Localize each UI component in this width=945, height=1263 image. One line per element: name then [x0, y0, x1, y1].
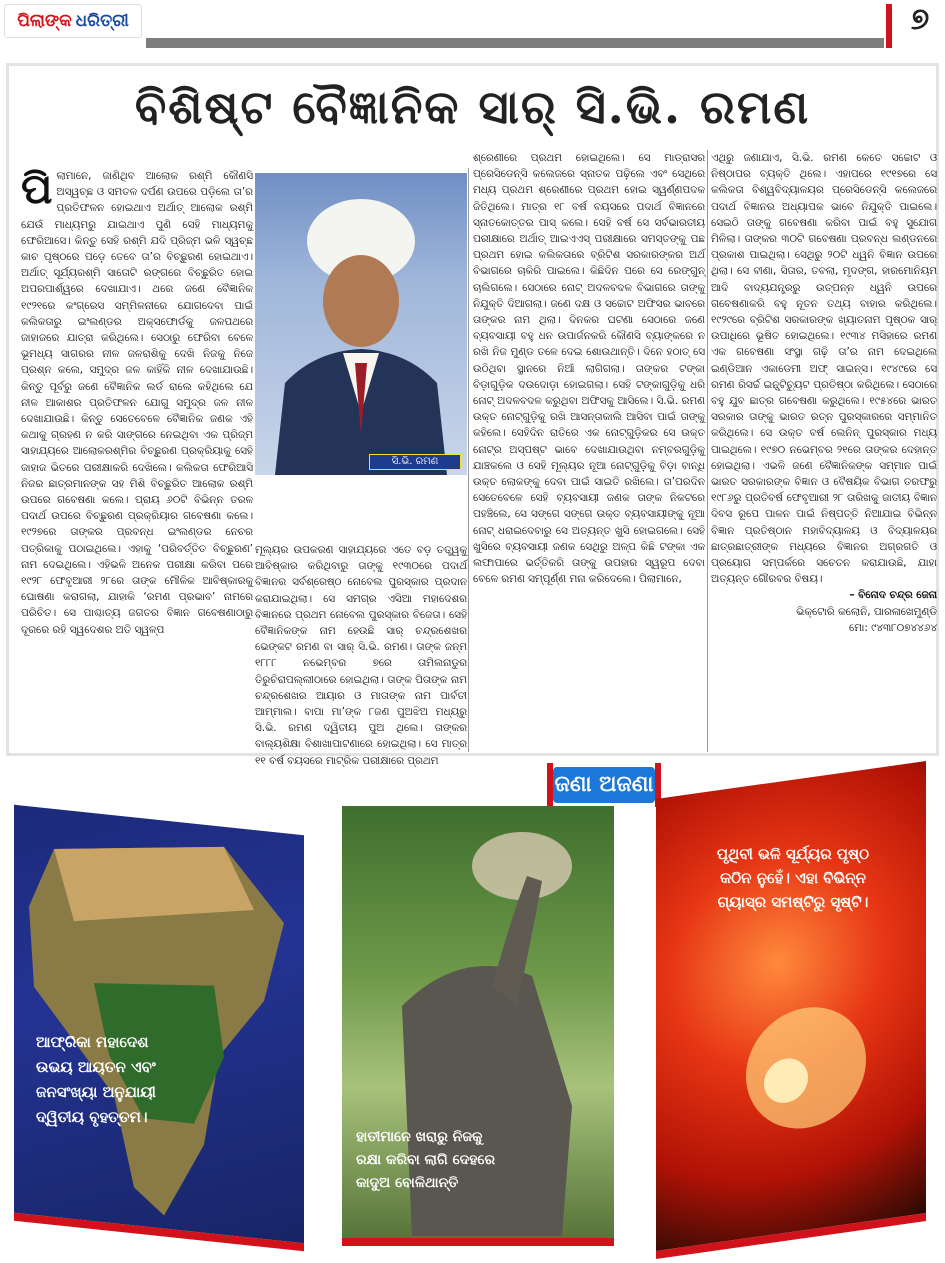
article-title: ବିଶିଷ୍ଟ ବୈଜ୍ଞାନିକ ସାର୍ ସି.ଭି. ରମଣ [134, 80, 811, 134]
column-1-text: ଲାମାନେ, ଜାଣିଥିବ ଆଲୋକ ରଶ୍ମି କୌଣସି ଅସ୍ୱଚ୍ଛ ଓ ସମତଳ ଦର୍ପଣ ଉପରେ ପଡ଼ିଲେ ତା’ର ପ୍ରତିଫଳନ ହୋଇଥାଏ ଅର୍ଥାତ୍ ଆଲୋକ ରଶ୍ମି ଯେଉଁ ମାଧ୍ୟମରୁ ଯାଇଥାଏ ପୁଣି ସେହି ମାଧ୍ୟମକୁ ଫେରିଆସେ। କିନ୍ତୁ ସେହି ରଶ୍ମି ଯଦି ପ୍ରିଜ୍ମ ଭଳି ସ୍ୱଚ୍ଛ କାଚ ପୃଷ୍ଠରେ ପଡ଼େ ତେବେ ତା’ର ବିଚ୍ଛୁରଣ ହୋଇଥାଏ। ଅର୍ଥାତ୍ ସୂର୍ଯ୍ୟରଶ୍ମି ସାତୋଟି ରଙ୍ଗରେ ବିଚ୍ଛୁରିତ ହୋଇ ଅପରପାର୍ଶ୍ୱରେ ଦେଖାଯାଏ। ଥରେ ଜଣେ ବୈଜ୍ଞାନିକ ୧୯୨୧ରେ କଂଗ୍ରେସ ସମ୍ମିଳନୀରେ ଯୋଗଦେବା ପାଇଁ କଲିକତାରୁ ଇଂଲଣ୍ଡର ଅକ୍ସଫୋର୍ଡକୁ ଜଳପଥରେ ଜାହାଜରେ ଯାତ୍ରା କରିଥିଲେ। ସେଠାରୁ ଫେରିବା ବେଳେ ଭୂମଧ୍ୟ ସାଗରର ନୀଳ ଜଳରାଶିକୁ ଦେଖି ନିଜକୁ ନିଜେ ପ୍ରଶ୍ନ କଲେ, ସମୁଦ୍ର ଜଳ କାହିଁକି ନୀଳ ଦେଖାଯାଉଛି। କିନ୍ତୁ ପୂର୍ବରୁ ଜଣେ ବୈଜ୍ଞାନିକ ଲର୍ଡ ରାଲେ କହିଥିଲେ ଯେ ନୀଳ ଆକାଶର ପ୍ରତିଫଳନ ଯୋଗୁ ସମୁଦ୍ର ଜଳ ନୀଳ ଦେଖାଯାଉଛି। କିନ୍ତୁ ସେତେବେଳେ ବୈଜ୍ଞାନିକ ଜଣକ ଏହି କଥାକୁ ଗ୍ରହଣ ନ କରି ସାଙ୍ଗରେ ନେଇଥିବା ଏକ ପ୍ରିଜ୍ମ ସାହାଯ୍ୟରେ ଆଲୋକରଶ୍ମିର ବିଚ୍ଛୁରଣ ପ୍ରକ୍ରିୟାକୁ ସେହି ଜାହାଜ ଭିତରେ ପରୀକ୍ଷାକରି ଦେଖିଲେ। କଲିକତା ଫେରିଆସି ନିଜର ଛାତ୍ରମାନଙ୍କ ସହ ମିଶି ବିଚ୍ଛୁରିତ ଆଲୋକ ରଶ୍ମି ଉପରେ ଗବେଷଣା କଲେ। ପ୍ରାୟ ୬୦ଟି ବିଭିନ୍ନ ତରଳ ପଦାର୍ଥ ଉପରେ ବିଚ୍ଛୁରଣ ପ୍ରକ୍ରିୟାର ଗବେଷଣା କଲେ। ୧୯୨୭ରେ ତାଙ୍କର ପ୍ରବନ୍ଧ ଇଂଲଣ୍ଡର ନେଚର ପତ୍ରିକାକୁ ପଠାଇଥିଲେ। ଏହାକୁ ‘ପରିବର୍ତ୍ତିତ ବିଚ୍ଛୁରଣ’ ନାମ ଦେଇଥିଲେ। ଏହିଭଳି ଅନେକ ପରୀକ୍ଷା କରିବା ପରେ ୧୯୨୮ ଫେବୃଆରୀ ୨୮ରେ ତାଙ୍କ ମୌଳିକ ଆବିଷ୍କାରକୁ ଘୋଷଣା କରାଗଲା, ଯାହାକି ‘ରମଣ ପ୍ରଭାବ’ ନାମରେ ପରିଚିତ। ସେ ପାଶ୍ଚାତ୍ୟ ଜଗତର ବିଜ୍ଞାନ ଗବେଷଣାଠାରୁ ଦୂରରେ ରହି ସ୍ୱଦେଶର ଅତି ସ୍ୱଳ୍ପ [21, 170, 253, 636]
article-column-1 [21, 164, 253, 752]
column-3-text: ଶ୍ରେଣୀରେ ପ୍ରଥମ ହୋଇଥିଲେ। ସେ ମାଡ୍ରାସର ପ୍ରେସିଡେନ୍ସି କଲେଜରେ ସ୍ନାତକ ପଢ଼ିଲେ ଏବଂ ସେଥିରେ ମଧ୍ୟ ପ୍ରଥମ ଶ୍ରେଣୀରେ ପ୍ରଥମ ହୋଇ ସ୍ୱର୍ଣ୍ଣପଦକ ଜିତିଥିଲେ। ମାତ୍ର ୧୮ ବର୍ଷ ବୟସରେ ପଦାର୍ଥ ବିଜ୍ଞାନରେ ସ୍ନାତକୋତ୍ତର ପାସ୍ କଲେ। ସେହି ବର୍ଷ ସେ ସର୍ବଭାରତୀୟ ପରୀକ୍ଷାରେ ଅର୍ଥାତ୍ ଆଇଏଏସ୍ ପରୀକ୍ଷାରେ ସମସ୍ତଙ୍କୁ ପଛ ପ୍ରଥମ ହୋଇ କଲିକତାରେ ବ୍ରିଟିଶ ସରକାରଙ୍କର ଅର୍ଥ ବିଭାଗରେ ଚାକିରି ପାଇଲେ। କିଛିଦିନ ପରେ ସେ ରେଙ୍ଗୁନ୍ ଚାଲିଗଲେ। ସେଠାରେ ନୋଟ୍ ଅଦଳବଦଳ ବିଭାଗରେ ତାଙ୍କୁ ନିଯୁକ୍ତି ଦିଆଗଲା। ଜଣେ ଦକ୍ଷ ଓ ସଚ୍ଚୋଟ ଅଫିସର ଭାବରେ ତାଙ୍କର ନାମ ଥିଲା। ଦିନକର ଘଟଣା ସେଠାରେ ଜଣେ ବ୍ୟବସାୟୀ ବହୁ ଧନ ଉପାର୍ଜନକରି କୌଣସି ବ୍ୟାଙ୍କରେ ନ ରଖି ନିଜ ମୁଣ୍ଡ ତଳେ ଦେଇ ଶୋଉଥାନ୍ତି। ଦିନେ ହଠାତ୍ ସେ ଉଠିଥିବା ସ୍ଥାନରେ ନିଆଁ ଲାଗିଗଲା। ତାଙ୍କର ଟଙ୍କା ବିଡ଼ାଗୁଡ଼ିକ ଦଉଦୋଡ଼ା ହୋଇଗଲା। ସେହି ଟଙ୍କାଗୁଡ଼ିକୁ ଧରି ନୋଟ୍ ଅଦଳବଦଳ କରୁଥିବା ଅଫିସକୁ ଆସିଲେ। ସି.ଭି. ରମଣ ଉକ୍ତ ନୋଟ୍ଗୁଡ଼ିକୁ ରଖି ଆସନ୍ତାକାଲି ଆସିବା ପାଇଁ ତାଙ୍କୁ କହିଲେ। ସେହିଦିନ ରାତିରେ ଏକ ନୋଟ୍ଗୁଡ଼ିକର ସେ ଉକ୍ତ ନୋଟ୍ର ଅସ୍ପଷ୍ଟ ଭାବେ ଦେଖାଯାଉଥିବା ନମ୍ବରଗୁଡ଼ିକୁ ଯାଞ୍ଚକଲେ ଓ ସେହି ମୂଲ୍ୟର ନୂଆ ନୋଟ୍ଗୁଡ଼ିକୁ ବିଡ଼ା ବାନ୍ଧି ଉକ୍ତ ଲୋକଙ୍କୁ ଦେବା ପାଇଁ ସାଇତି ରଖିଲେ। ତା’ପରଦିନ ସେତେବେଳେ ସେହି ବ୍ୟବସାୟୀ ଜଣକ ତାଙ୍କ ନିକଟରେ ପହଞ୍ଚିଲେ, ସେ ସଙ୍ଗେ ସଙ୍ଗେ ଉକ୍ତ ବ୍ୟବସାୟୀଙ୍କୁ ନୂଆ ନୋଟ୍ ଧରାଇଦେବାରୁ ସେ ଅତ୍ୟନ୍ତ ଖୁସି ହୋଇଗଲେ। ସେହି ଖୁସିରେ ବ୍ୟବସାୟୀ ଜଣକ ସେଥିରୁ ଅଳ୍ପ କିଛି ଟଙ୍କା ଏକ ଲଫାପାରେ ଭର୍ତ୍ତିକରି ତାଙ୍କୁ ଉପହାର ସ୍ୱରୂପ ଦେବା ବେଳେ ରମଣ ସମ୍ପୂର୍ଣ୍ଣ ମନା କରିଦେଲେ। ପିଲାମାନେ, [473, 152, 705, 586]
elephant-caption: ହାତୀମାନେ ଖରାରୁ ନିଜକୁ ରକ୍ଷା କରିବା ଲାଗି ଦେହରେ କାଦୁଅ ବୋଳିଥାନ୍ତି [356, 1129, 496, 1191]
page-number: ୭ [910, 2, 930, 37]
logo-text-b: ଧରିତ୍ରୀ [75, 11, 129, 31]
article-column-3 [473, 150, 705, 752]
sun-illustration [656, 761, 926, 1259]
author-address: ଭିକ୍ଟୋରି କଲୋନି, ପାରଳାଖେମୁଣ୍ଡି [796, 605, 937, 618]
raman-portrait [255, 173, 467, 475]
africa-caption: ଆଫ୍ରିକା ମହାଦେଶ ଉଭୟ ଆୟତନ ଏବଂ ଜନସଂଖ୍ୟା ଅନୁଯାୟୀ ଦ୍ୱିତୀୟ ବୃହତ୍ତମ। [36, 1033, 156, 1126]
column-divider [468, 168, 469, 752]
sun-caption: ପୃଥିବୀ ଭଳି ସୂର୍ଯ୍ୟର ପୃଷ୍ଠ କଠିନ ନୁହେଁ। ଏହା ବିଭିନ୍ନ ଗ୍ୟାସ୍‌ର ସମଷ୍ଟିରୁ ସୃଷ୍ଟି। [716, 845, 870, 911]
drop-cap: ପି [21, 164, 53, 213]
page-marker [886, 4, 892, 48]
portrait-illustration [255, 173, 467, 475]
header-bar [146, 38, 884, 48]
face-shape [323, 255, 399, 347]
masthead [0, 0, 945, 52]
author-name: – ବିନୋଦ ଚନ୍ଦ୍ର ଜେନା [849, 589, 937, 602]
feature-tab: ଜଣା ଅଜଣା [553, 767, 655, 803]
africa-map-panel [14, 805, 304, 1251]
article-column-4 [711, 150, 937, 752]
column-4-text: ଏଥିରୁ ଜଣାଯାଏ, ସି.ଭି. ରମଣ କେତେ ସଚ୍ଚୋଟ ଓ ନିଷ୍ଠାପର ବ୍ୟକ୍ତି ଥିଲେ। ଏହାପରେ ୧୯୧୭ରେ ସେ କଲିକତା ବିଶ୍ୱବିଦ୍ୟାଳୟର ପ୍ରେସିଡେନ୍ସି କଲେଜରେ ପଦାର୍ଥ ବିଜ୍ଞାନର ଅଧ୍ୟାପକ ଭାବେ ନିଯୁକ୍ତି ପାଇଲେ। ସେଇଠି ତାଙ୍କୁ ଗବେଷଣା କରିବା ପାଇଁ ବହୁ ସୁଯୋଗ ମିଳିଲା। ତାଙ୍କର ୩୦ଟି ଗବେଷଣା ପ୍ରବନ୍ଧ ଲଣ୍ଡନରେ ପ୍ରକାଶ ପାଇଥିଲା। ସେଥିରୁ ୨୦ଟି ଧ୍ୱନି ବିଜ୍ଞାନ ଉପରେ ଥିଲା। ସେ ବୀଣା, ସିତାର, ତବଲା, ମୃଦଙ୍ଗ, ହାରମୋନିୟମ ଆଦି ବାଦ୍ୟଯନ୍ତ୍ରରୁ ଉତ୍ପନ୍ନ ଧ୍ୱନି ଉପରେ ଗବେଷଣାକରି ବହୁ ନୂତନ ତଥ୍ୟ ବାହାର କରିଥିଲେ। ୧୯୨୯ରେ ବ୍ରିଟିଶ ସରକାରଙ୍କ ଖ୍ୟାତନାମ ପୃଷ୍ଠକ ସାର୍ ଉପାଧିରେ ଭୂଷିତ ହୋଇଥିଲେ। ୧୯୩୪ ମସିହାରେ ରମଣ ଏକ ଗବେଷଣା ସଂସ୍ଥା ଗଢ଼ି ତା’ର ନାମ ଦେଇଥିଲେ ଇଣ୍ଡିଆନ ଏକାଡେମୀ ଅଫ୍ ସାଇନ୍ସ। ୧୯୪୯ରେ ସେ ରମଣ ରିସର୍ଚ୍ଚ ଇନ୍ସ୍ଟିଚ୍ୟୁଟ ପ୍ରତିଷ୍ଠା କରିଥିଲେ। ସେଠାରେ ବହୁ ଯୁବ ଛାତ୍ର ଗବେଷଣା କରୁଥିଲେ। ୧୯୫୪ରେ ଭାରତ ସରକାର ତାଙ୍କୁ ଭାରତ ରତ୍ନ ପୁରସ୍କାରରେ ସମ୍ମାନିତ କରିଥିଲେ। ସେ ଉକ୍ତ ବର୍ଷ ଲେନିନ୍ ପୁରସ୍କାର ମଧ୍ୟ ପାଇଥିଲେ। ୧୯୭୦ ନଭେମ୍ବର ୨୧ରେ ତାଙ୍କର ଦେହାନ୍ତ ହୋଇଥିଲା। ଏଭଳି ଜଣେ ବୈଜ୍ଞାନିକଙ୍କ ସମ୍ମାନ ପାଇଁ ଭାରତ ସରକାରଙ୍କ ବିଜ୍ଞାନ ଓ ବୈଷୟିକ ବିଭାଗ ତରଫରୁ ୧୯୮୬ରୁ ପ୍ରତିବର୍ଷ ଫେବୃଆରୀ ୨୮ ତାରିଖକୁ ଜାତୀୟ ବିଜ୍ଞାନ ଦିବସ ରୂପେ ପାଳନ ପାଇଁ ନିଷ୍ପତ୍ତି ନିଆଯାଇ ବିଭିନ୍ନ ବିଜ୍ଞାନ ପ୍ରତିଷ୍ଠାନ ମହାବିଦ୍ୟାଳୟ ଓ ବିଦ୍ୟାଳୟର ଛାତ୍ରଛାତ୍ରୀଙ୍କ ମଧ୍ୟରେ ବିଜ୍ଞାନର ଅଗ୍ରଗତି ଓ ପ୍ରୟୋଗ ସମ୍ପର୍କରେ ସଚେତନ କରାଯାଉଛି, ଯାହା ଅତ୍ୟନ୍ତ ଗୌରବର ବିଷୟ। [711, 152, 937, 586]
article-column-2 [255, 542, 467, 767]
article-frame [6, 63, 939, 767]
africa-map-illustration [14, 805, 304, 1251]
logo-text-a: ପିଲାଙ୍କ [17, 11, 72, 31]
column-2-text: ମୂଲ୍ୟର ଉପକରଣ ସାହାଯ୍ୟରେ ଏତେ ବଡ଼ ତତ୍ତ୍ୱକୁ ଆବିଷ୍କାର କରିଥିବାରୁ ତାଙ୍କୁ ୧୯୩୦ରେ ପଦାର୍ଥ ବିଜ୍ଞାନର ସର୍ବଶ୍ରେଷ୍ଠ ନୋବେଲ ପୁରସ୍କାର ପ୍ରଦାନ କରାଯାଇଥିଲା। ସେ ସମଗ୍ର ଏସିଆ ମହାଦେଶର ବିଜ୍ଞାନରେ ପ୍ରଥମ ନୋବେଲ ପୁରସ୍କାର ବିଜେତା। ସେହି ବୈଜ୍ଞାନିକଙ୍କ ନାମ ହେଉଛି ସାର୍ ଚନ୍ଦ୍ରଶେଖର ଭେଙ୍କଟ ରମଣ ବା ସାର୍ ସି.ଭି. ରମଣ। ତାଙ୍କ ଜନ୍ମ ୧୮୮୮ ନଭେମ୍ବର ୭ରେ ତାମିଲନାଡୁର ତିରୁଚିରାପଲ୍ଲୀଠାରେ ହୋଇଥିଲା। ତାଙ୍କ ପିତାଙ୍କ ନାମ ଚନ୍ଦ୍ରଶେଖର ଆୟାର ଓ ମାତାଙ୍କ ନାମ ପାର୍ବତୀ ଆମ୍ମାଲ। ବାପା ମା’ଙ୍କ ୮ଜଣ ପୁଅଝିଅ ମଧ୍ୟରୁ ସି.ଭି. ରମଣ ଦ୍ୱିତୀୟ ପୁଅ ଥିଲେ। ତାଙ୍କର ବାଲ୍ୟଶିକ୍ଷା ବିଶାଖାପାଟଣାରେ ହୋଇଥିଲା। ସେ ମାତ୍ର ୧୧ ବର୍ଷ ବୟସରେ ମାଟ୍ରିକ ପରୀକ୍ଷାରେ ପ୍ରଥମ [255, 544, 467, 767]
sun-panel [656, 761, 926, 1259]
author-phone: ମୋ: ୯୪୩୮୦୭୪୪୬୪ [849, 621, 937, 634]
newspaper-logo[interactable] [4, 4, 142, 38]
column-divider [707, 150, 708, 752]
photo-caption: ସି.ଭି. ରମଣ [369, 454, 461, 470]
